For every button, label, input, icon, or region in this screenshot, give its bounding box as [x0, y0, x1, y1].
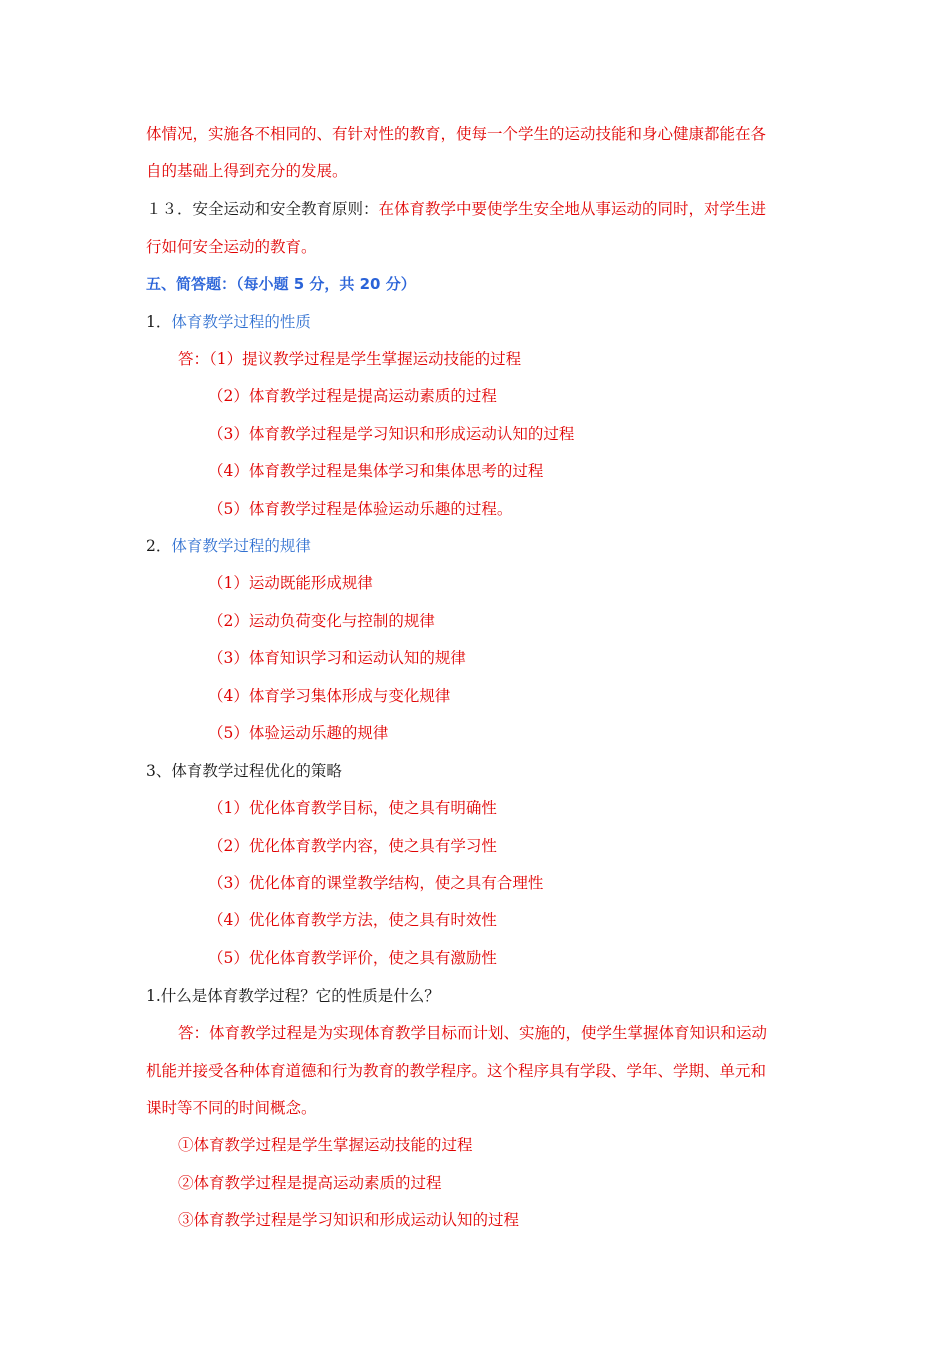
- q2-item-5: （5）体验运动乐趣的规律: [208, 724, 389, 742]
- q2-item-3: （3）体育知识学习和运动认知的规律: [208, 649, 466, 667]
- q1-item-3: （3）体育教学过程是学习知识和形成运动认知的过程: [208, 425, 575, 443]
- intro-line-1: 体情况，实施各不相同的、有针对性的教育，使每一个学生的运动技能和身心健康都能在各: [146, 125, 767, 143]
- q1-number: 1．: [146, 313, 172, 331]
- q3-item-1: （1）优化体育教学目标，使之具有明确性: [208, 799, 497, 817]
- q3-heading: 3、体育教学过程优化的策略: [146, 762, 342, 780]
- item-13-line-2: 行如何安全运动的教育。: [146, 238, 317, 256]
- q4-answer-line-2: 机能并接受各种体育道德和行为教育的教学程序。这个程序具有学段、学年、学期、单元和: [146, 1062, 767, 1080]
- q1-item-4: （4）体育教学过程是集体学习和集体思考的过程: [208, 462, 544, 480]
- q3-item-5: （5）优化体育教学评价，使之具有激励性: [208, 949, 497, 967]
- q4-heading: 1.什么是体育教学过程？它的性质是什么？: [146, 987, 440, 1005]
- intro-line-2: 自的基础上得到充分的发展。: [146, 162, 348, 180]
- q3-item-3: （3）优化体育的课堂教学结构，使之具有合理性: [208, 874, 544, 892]
- section-5-heading: 五、简答题：（每小题 5 分，共 20 分）: [146, 275, 416, 293]
- q2-title: 体育教学过程的规律: [171, 537, 311, 555]
- item-13-text: 在体育教学中要使学生安全地从事运动的同时，对学生进: [378, 200, 767, 218]
- q4-point-3: ③体育教学过程是学习知识和形成运动认知的过程: [178, 1211, 520, 1229]
- q3-item-4: （4）优化体育教学方法，使之具有时效性: [208, 911, 497, 929]
- q1-answer-line: [178, 349, 521, 369]
- q1-item-1: （1）提议教学过程是学生掌握运动技能的过程: [209, 350, 522, 368]
- q2-item-4: （4）体育学习集体形成与变化规律: [208, 687, 451, 705]
- q2-item-1: （1）运动既能形成规律: [208, 574, 373, 592]
- q1-answer-label: 答：: [178, 350, 210, 368]
- q3-item-2: （2）优化体育教学内容，使之具有学习性: [208, 837, 497, 855]
- q4-answer-line-1: 答：体育教学过程是为实现体育教学目标而计划、实施的，使学生掌握体育知识和运动: [178, 1024, 768, 1042]
- q1-item-5: （5）体育教学过程是体验运动乐趣的过程。: [208, 500, 513, 518]
- q4-point-2: ②体育教学过程是提高运动素质的过程: [178, 1174, 442, 1192]
- item-13-label: １３．安全运动和安全教育原则：: [146, 200, 379, 218]
- q4-point-1: ①体育教学过程是学生掌握运动技能的过程: [178, 1136, 473, 1154]
- item-13-line-1: [146, 199, 766, 219]
- q2-item-2: （2）运动负荷变化与控制的规律: [208, 612, 435, 630]
- q1-title: 体育教学过程的性质: [171, 313, 311, 331]
- q4-answer-line-3: 课时等不同的时间概念。: [146, 1099, 317, 1117]
- q1-item-2: （2）体育教学过程是提高运动素质的过程: [208, 387, 497, 405]
- q1-heading: [146, 312, 311, 332]
- q2-heading: [146, 536, 311, 556]
- q2-number: 2．: [146, 537, 172, 555]
